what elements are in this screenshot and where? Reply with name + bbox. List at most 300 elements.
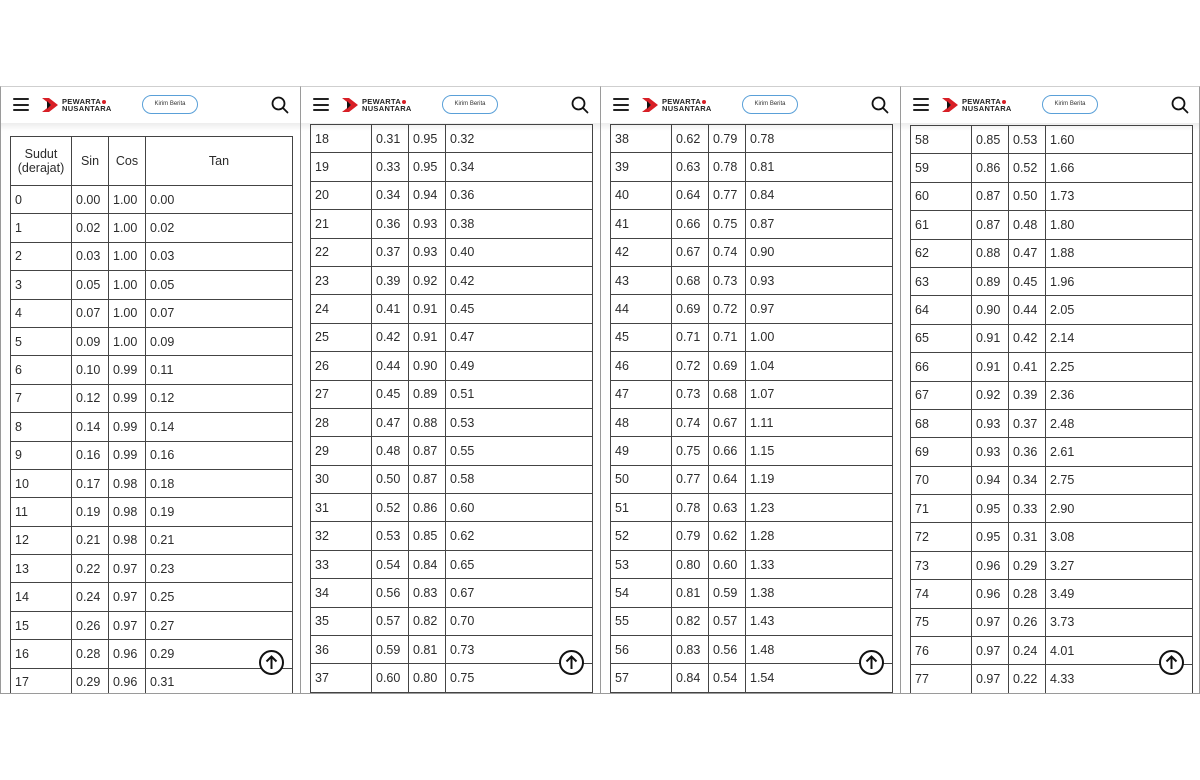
sin-cell: 0.95 xyxy=(972,523,1009,551)
table-row xyxy=(311,181,593,209)
column-header-cos: Cos xyxy=(109,137,146,186)
angle-cell: 32 xyxy=(311,522,372,550)
table-row xyxy=(911,296,1193,324)
tan-cell: 0.11 xyxy=(146,356,293,384)
angle-cell: 52 xyxy=(611,522,672,550)
cos-cell: 0.87 xyxy=(409,465,446,493)
angle-cell: 56 xyxy=(611,636,672,664)
menu-icon[interactable] xyxy=(313,98,329,111)
cos-cell: 0.97 xyxy=(109,555,146,583)
table-row xyxy=(911,267,1193,295)
tan-cell: 0.67 xyxy=(446,579,593,607)
angle-cell: 15 xyxy=(11,611,72,639)
cos-cell: 0.47 xyxy=(1009,239,1046,267)
sin-cell: 0.94 xyxy=(972,466,1009,494)
sin-cell: 0.48 xyxy=(372,437,409,465)
sin-cell: 0.79 xyxy=(672,522,709,550)
logo-chevron-icon xyxy=(42,98,59,112)
table-row xyxy=(11,611,293,639)
angle-cell: 14 xyxy=(11,583,72,611)
sin-cell: 0.77 xyxy=(672,465,709,493)
sin-cell: 0.12 xyxy=(72,384,109,412)
table-row xyxy=(611,607,893,635)
cos-cell: 0.71 xyxy=(709,323,746,351)
column-header-sin: Sin xyxy=(72,137,109,186)
table-row xyxy=(311,494,593,522)
cos-cell: 0.52 xyxy=(1009,154,1046,182)
phone-screen xyxy=(900,86,1200,694)
table-row xyxy=(311,579,593,607)
send-news-button[interactable]: Kirim Berita xyxy=(742,95,798,114)
angle-cell: 25 xyxy=(311,323,372,351)
angle-cell: 49 xyxy=(611,437,672,465)
angle-cell: 46 xyxy=(611,352,672,380)
cos-cell: 0.54 xyxy=(709,664,746,692)
tan-cell: 0.45 xyxy=(446,295,593,323)
angle-cell: 73 xyxy=(911,551,972,579)
tan-cell: 1.48 xyxy=(746,636,893,664)
cos-cell: 0.81 xyxy=(409,636,446,664)
trig-table xyxy=(10,136,293,694)
cos-cell: 0.99 xyxy=(109,413,146,441)
cos-cell: 0.45 xyxy=(1009,267,1046,295)
tan-cell: 0.16 xyxy=(146,441,293,469)
table-row xyxy=(11,384,293,412)
tan-cell: 1.00 xyxy=(746,323,893,351)
tan-cell: 0.58 xyxy=(446,465,593,493)
tan-cell: 0.05 xyxy=(146,271,293,299)
angle-cell: 47 xyxy=(611,380,672,408)
sin-cell: 0.78 xyxy=(672,494,709,522)
cos-cell: 0.96 xyxy=(109,668,146,694)
tan-cell: 0.78 xyxy=(746,125,893,153)
search-icon[interactable] xyxy=(1171,96,1189,114)
tan-cell: 1.66 xyxy=(1046,154,1193,182)
cos-cell: 0.31 xyxy=(1009,523,1046,551)
tan-cell: 1.96 xyxy=(1046,267,1193,295)
cos-cell: 0.83 xyxy=(409,579,446,607)
tan-cell: 1.33 xyxy=(746,550,893,578)
sin-cell: 0.31 xyxy=(372,125,409,153)
brand-line2: NUSANTARA xyxy=(662,104,712,113)
cos-cell: 0.73 xyxy=(709,266,746,294)
tan-cell: 1.60 xyxy=(1046,126,1193,154)
cos-cell: 0.50 xyxy=(1009,182,1046,210)
sin-cell: 0.60 xyxy=(372,664,409,692)
cos-cell: 0.84 xyxy=(409,550,446,578)
sin-cell: 0.97 xyxy=(972,608,1009,636)
cos-cell: 0.86 xyxy=(409,494,446,522)
brand-logo[interactable] xyxy=(342,96,412,114)
angle-cell: 22 xyxy=(311,238,372,266)
column-header-angle: Sudut (derajat) xyxy=(11,137,72,186)
angle-cell: 31 xyxy=(311,494,372,522)
tan-cell: 0.14 xyxy=(146,413,293,441)
tan-cell: 0.60 xyxy=(446,494,593,522)
sin-cell: 0.72 xyxy=(672,352,709,380)
table-row xyxy=(611,323,893,351)
angle-cell: 18 xyxy=(311,125,372,153)
sin-cell: 0.39 xyxy=(372,266,409,294)
sin-cell: 0.85 xyxy=(972,126,1009,154)
cos-cell: 0.28 xyxy=(1009,580,1046,608)
sin-cell: 0.86 xyxy=(972,154,1009,182)
tan-cell: 2.90 xyxy=(1046,495,1193,523)
table-row xyxy=(11,299,293,327)
sin-cell: 0.57 xyxy=(372,607,409,635)
tan-cell: 0.09 xyxy=(146,327,293,355)
table-row xyxy=(311,352,593,380)
search-icon[interactable] xyxy=(271,96,289,114)
top-navbar xyxy=(1,87,300,123)
angle-cell: 65 xyxy=(911,324,972,352)
tan-cell: 0.36 xyxy=(446,181,593,209)
angle-cell: 3 xyxy=(11,271,72,299)
tan-cell: 1.15 xyxy=(746,437,893,465)
cos-cell: 0.93 xyxy=(409,238,446,266)
cos-cell: 0.95 xyxy=(409,153,446,181)
sin-cell: 0.37 xyxy=(372,238,409,266)
tan-cell: 1.23 xyxy=(746,494,893,522)
table-row xyxy=(11,271,293,299)
send-news-button[interactable]: Kirim Berita xyxy=(1042,95,1098,114)
phone-screen xyxy=(300,86,600,694)
table-row xyxy=(911,409,1193,437)
tan-cell: 0.62 xyxy=(446,522,593,550)
cos-cell: 0.53 xyxy=(1009,126,1046,154)
brand-logo[interactable] xyxy=(942,96,1012,114)
sin-cell: 0.41 xyxy=(372,295,409,323)
cos-cell: 0.68 xyxy=(709,380,746,408)
angle-cell: 45 xyxy=(611,323,672,351)
phone-screen xyxy=(600,86,900,694)
cos-cell: 0.24 xyxy=(1009,637,1046,665)
sin-cell: 0.54 xyxy=(372,550,409,578)
angle-cell: 62 xyxy=(911,239,972,267)
table-row xyxy=(911,637,1193,665)
cos-cell: 0.94 xyxy=(409,181,446,209)
table-row xyxy=(11,498,293,526)
arrow-up-icon xyxy=(865,655,878,670)
cos-cell: 0.80 xyxy=(409,664,446,692)
tan-cell: 0.84 xyxy=(746,181,893,209)
tan-cell: 2.61 xyxy=(1046,438,1193,466)
table-row xyxy=(911,239,1193,267)
brand-logo[interactable] xyxy=(642,96,712,114)
cos-cell: 0.42 xyxy=(1009,324,1046,352)
angle-cell: 40 xyxy=(611,181,672,209)
table-row xyxy=(11,469,293,497)
sin-cell: 0.66 xyxy=(672,210,709,238)
table-row xyxy=(311,295,593,323)
angle-cell: 10 xyxy=(11,469,72,497)
cos-cell: 0.36 xyxy=(1009,438,1046,466)
cos-cell: 0.59 xyxy=(709,579,746,607)
tan-cell: 0.29 xyxy=(146,640,293,668)
angle-cell: 36 xyxy=(311,636,372,664)
table-row xyxy=(11,356,293,384)
angle-cell: 63 xyxy=(911,267,972,295)
sin-cell: 0.17 xyxy=(72,469,109,497)
tan-cell: 0.55 xyxy=(446,437,593,465)
sin-cell: 0.95 xyxy=(972,495,1009,523)
table-row xyxy=(911,523,1193,551)
tan-cell: 4.01 xyxy=(1046,637,1193,665)
scroll-to-top-button[interactable] xyxy=(1159,650,1184,675)
angle-cell: 38 xyxy=(611,125,672,153)
cos-cell: 0.56 xyxy=(709,636,746,664)
cos-cell: 0.29 xyxy=(1009,551,1046,579)
cos-cell: 0.57 xyxy=(709,607,746,635)
tan-cell: 0.73 xyxy=(446,636,593,664)
tan-cell: 2.25 xyxy=(1046,353,1193,381)
sin-cell: 0.92 xyxy=(972,381,1009,409)
cos-cell: 1.00 xyxy=(109,186,146,214)
tan-cell: 0.18 xyxy=(146,469,293,497)
table-row xyxy=(911,665,1193,693)
table-row xyxy=(11,327,293,355)
search-icon[interactable] xyxy=(571,96,589,114)
scroll-to-top-button[interactable] xyxy=(859,650,884,675)
table-row xyxy=(611,266,893,294)
angle-cell: 68 xyxy=(911,409,972,437)
sin-cell: 0.33 xyxy=(372,153,409,181)
brand-line1: PEWARTA xyxy=(962,97,1002,106)
cos-cell: 0.87 xyxy=(409,437,446,465)
brand-logo[interactable] xyxy=(42,96,112,114)
table-row xyxy=(311,380,593,408)
table-row xyxy=(311,125,593,153)
cos-cell: 0.88 xyxy=(409,408,446,436)
brand-line2: NUSANTARA xyxy=(962,104,1012,113)
angle-cell: 5 xyxy=(11,327,72,355)
angle-cell: 76 xyxy=(911,637,972,665)
angle-cell: 77 xyxy=(911,665,972,693)
table-row xyxy=(611,550,893,578)
top-navbar xyxy=(301,87,600,123)
tan-cell: 0.27 xyxy=(146,611,293,639)
cos-cell: 0.34 xyxy=(1009,466,1046,494)
menu-icon[interactable] xyxy=(613,98,629,111)
angle-cell: 72 xyxy=(911,523,972,551)
brand-line2: NUSANTARA xyxy=(62,104,112,113)
tan-cell: 0.38 xyxy=(446,210,593,238)
angle-cell: 12 xyxy=(11,526,72,554)
search-icon[interactable] xyxy=(871,96,889,114)
sin-cell: 0.28 xyxy=(72,640,109,668)
sin-cell: 0.29 xyxy=(72,668,109,694)
tan-cell: 0.81 xyxy=(746,153,893,181)
angle-cell: 53 xyxy=(611,550,672,578)
cos-cell: 0.93 xyxy=(409,210,446,238)
cos-cell: 0.98 xyxy=(109,526,146,554)
table-row xyxy=(311,408,593,436)
table-row xyxy=(611,579,893,607)
cos-cell: 0.96 xyxy=(109,640,146,668)
sin-cell: 0.19 xyxy=(72,498,109,526)
sin-cell: 0.89 xyxy=(972,267,1009,295)
angle-cell: 59 xyxy=(911,154,972,182)
sin-cell: 0.96 xyxy=(972,580,1009,608)
table-row xyxy=(311,522,593,550)
phone-screen xyxy=(0,86,300,694)
angle-cell: 17 xyxy=(11,668,72,694)
angle-cell: 13 xyxy=(11,555,72,583)
angle-cell: 37 xyxy=(311,664,372,692)
sin-cell: 0.75 xyxy=(672,437,709,465)
trig-table xyxy=(610,124,893,693)
table-row xyxy=(311,664,593,692)
cos-cell: 0.99 xyxy=(109,356,146,384)
table-row xyxy=(11,441,293,469)
cos-cell: 0.97 xyxy=(109,611,146,639)
angle-cell: 51 xyxy=(611,494,672,522)
tan-cell: 0.90 xyxy=(746,238,893,266)
table-row xyxy=(311,210,593,238)
table-row xyxy=(311,550,593,578)
cos-cell: 0.89 xyxy=(409,380,446,408)
angle-cell: 2 xyxy=(11,242,72,270)
angle-cell: 27 xyxy=(311,380,372,408)
cos-cell: 0.72 xyxy=(709,295,746,323)
sin-cell: 0.91 xyxy=(972,353,1009,381)
sin-cell: 0.82 xyxy=(672,607,709,635)
angle-cell: 39 xyxy=(611,153,672,181)
menu-icon[interactable] xyxy=(913,98,929,111)
sin-cell: 0.53 xyxy=(372,522,409,550)
angle-cell: 16 xyxy=(11,640,72,668)
table-row xyxy=(11,668,293,694)
angle-cell: 6 xyxy=(11,356,72,384)
sin-cell: 0.36 xyxy=(372,210,409,238)
tan-cell: 0.75 xyxy=(446,664,593,692)
arrow-up-icon xyxy=(265,655,278,670)
sin-cell: 0.88 xyxy=(972,239,1009,267)
table-row xyxy=(911,381,1193,409)
cos-cell: 0.90 xyxy=(409,352,446,380)
sin-cell: 0.80 xyxy=(672,550,709,578)
cos-cell: 0.78 xyxy=(709,153,746,181)
angle-cell: 44 xyxy=(611,295,672,323)
angle-cell: 1 xyxy=(11,214,72,242)
tan-cell: 0.07 xyxy=(146,299,293,327)
angle-cell: 41 xyxy=(611,210,672,238)
menu-icon[interactable] xyxy=(13,98,29,111)
top-navbar xyxy=(601,87,900,123)
tan-cell: 0.34 xyxy=(446,153,593,181)
table-row xyxy=(11,640,293,668)
angle-cell: 24 xyxy=(311,295,372,323)
cos-cell: 0.69 xyxy=(709,352,746,380)
tan-cell: 2.48 xyxy=(1046,409,1193,437)
table-row xyxy=(911,211,1193,239)
cos-cell: 0.91 xyxy=(409,323,446,351)
scroll-to-top-button[interactable] xyxy=(559,650,584,675)
angle-cell: 55 xyxy=(611,607,672,635)
angle-cell: 30 xyxy=(311,465,372,493)
angle-cell: 33 xyxy=(311,550,372,578)
sin-cell: 0.93 xyxy=(972,409,1009,437)
cos-cell: 0.92 xyxy=(409,266,446,294)
angle-cell: 70 xyxy=(911,466,972,494)
brand-line1: PEWARTA xyxy=(62,97,102,106)
cos-cell: 1.00 xyxy=(109,327,146,355)
sin-cell: 0.97 xyxy=(972,665,1009,693)
tan-cell: 1.07 xyxy=(746,380,893,408)
table-row xyxy=(311,437,593,465)
angle-cell: 9 xyxy=(11,441,72,469)
angle-cell: 58 xyxy=(911,126,972,154)
angle-cell: 35 xyxy=(311,607,372,635)
tan-cell: 1.88 xyxy=(1046,239,1193,267)
table-row xyxy=(11,214,293,242)
table-row xyxy=(311,153,593,181)
cos-cell: 0.41 xyxy=(1009,353,1046,381)
sin-cell: 0.87 xyxy=(972,211,1009,239)
table-row xyxy=(311,323,593,351)
tan-cell: 3.27 xyxy=(1046,551,1193,579)
tan-cell: 0.47 xyxy=(446,323,593,351)
sin-cell: 0.71 xyxy=(672,323,709,351)
angle-cell: 71 xyxy=(911,495,972,523)
angle-cell: 8 xyxy=(11,413,72,441)
sin-cell: 0.45 xyxy=(372,380,409,408)
table-row xyxy=(311,238,593,266)
tan-cell: 0.42 xyxy=(446,266,593,294)
table-row xyxy=(11,526,293,554)
tan-cell: 0.02 xyxy=(146,214,293,242)
navbar-shadow xyxy=(1,123,300,131)
sin-cell: 0.84 xyxy=(672,664,709,692)
scroll-to-top-button[interactable] xyxy=(259,650,284,675)
send-news-button[interactable]: Kirim Berita xyxy=(142,95,198,114)
tan-cell: 0.65 xyxy=(446,550,593,578)
sin-cell: 0.68 xyxy=(672,266,709,294)
cos-cell: 0.85 xyxy=(409,522,446,550)
table-row xyxy=(911,466,1193,494)
tan-cell: 1.54 xyxy=(746,664,893,692)
tan-cell: 0.93 xyxy=(746,266,893,294)
sin-cell: 0.62 xyxy=(672,125,709,153)
angle-cell: 23 xyxy=(311,266,372,294)
sin-cell: 0.93 xyxy=(972,438,1009,466)
table-row xyxy=(911,126,1193,154)
send-news-button[interactable]: Kirim Berita xyxy=(442,95,498,114)
tan-cell: 0.00 xyxy=(146,186,293,214)
brand-line1: PEWARTA xyxy=(662,97,702,106)
table-row xyxy=(911,551,1193,579)
sin-cell: 0.14 xyxy=(72,413,109,441)
cos-cell: 0.95 xyxy=(409,125,446,153)
table-row xyxy=(911,495,1193,523)
table-row xyxy=(611,437,893,465)
cos-cell: 0.63 xyxy=(709,494,746,522)
sin-cell: 0.74 xyxy=(672,408,709,436)
cos-cell: 0.33 xyxy=(1009,495,1046,523)
tan-cell: 0.87 xyxy=(746,210,893,238)
tan-cell: 0.21 xyxy=(146,526,293,554)
screenshot-strip xyxy=(0,86,1200,694)
sin-cell: 0.69 xyxy=(672,295,709,323)
table-row xyxy=(911,154,1193,182)
sin-cell: 0.52 xyxy=(372,494,409,522)
sin-cell: 0.02 xyxy=(72,214,109,242)
table-row xyxy=(311,266,593,294)
cos-cell: 0.75 xyxy=(709,210,746,238)
angle-cell: 43 xyxy=(611,266,672,294)
arrow-up-icon xyxy=(565,655,578,670)
tan-cell: 0.12 xyxy=(146,384,293,412)
